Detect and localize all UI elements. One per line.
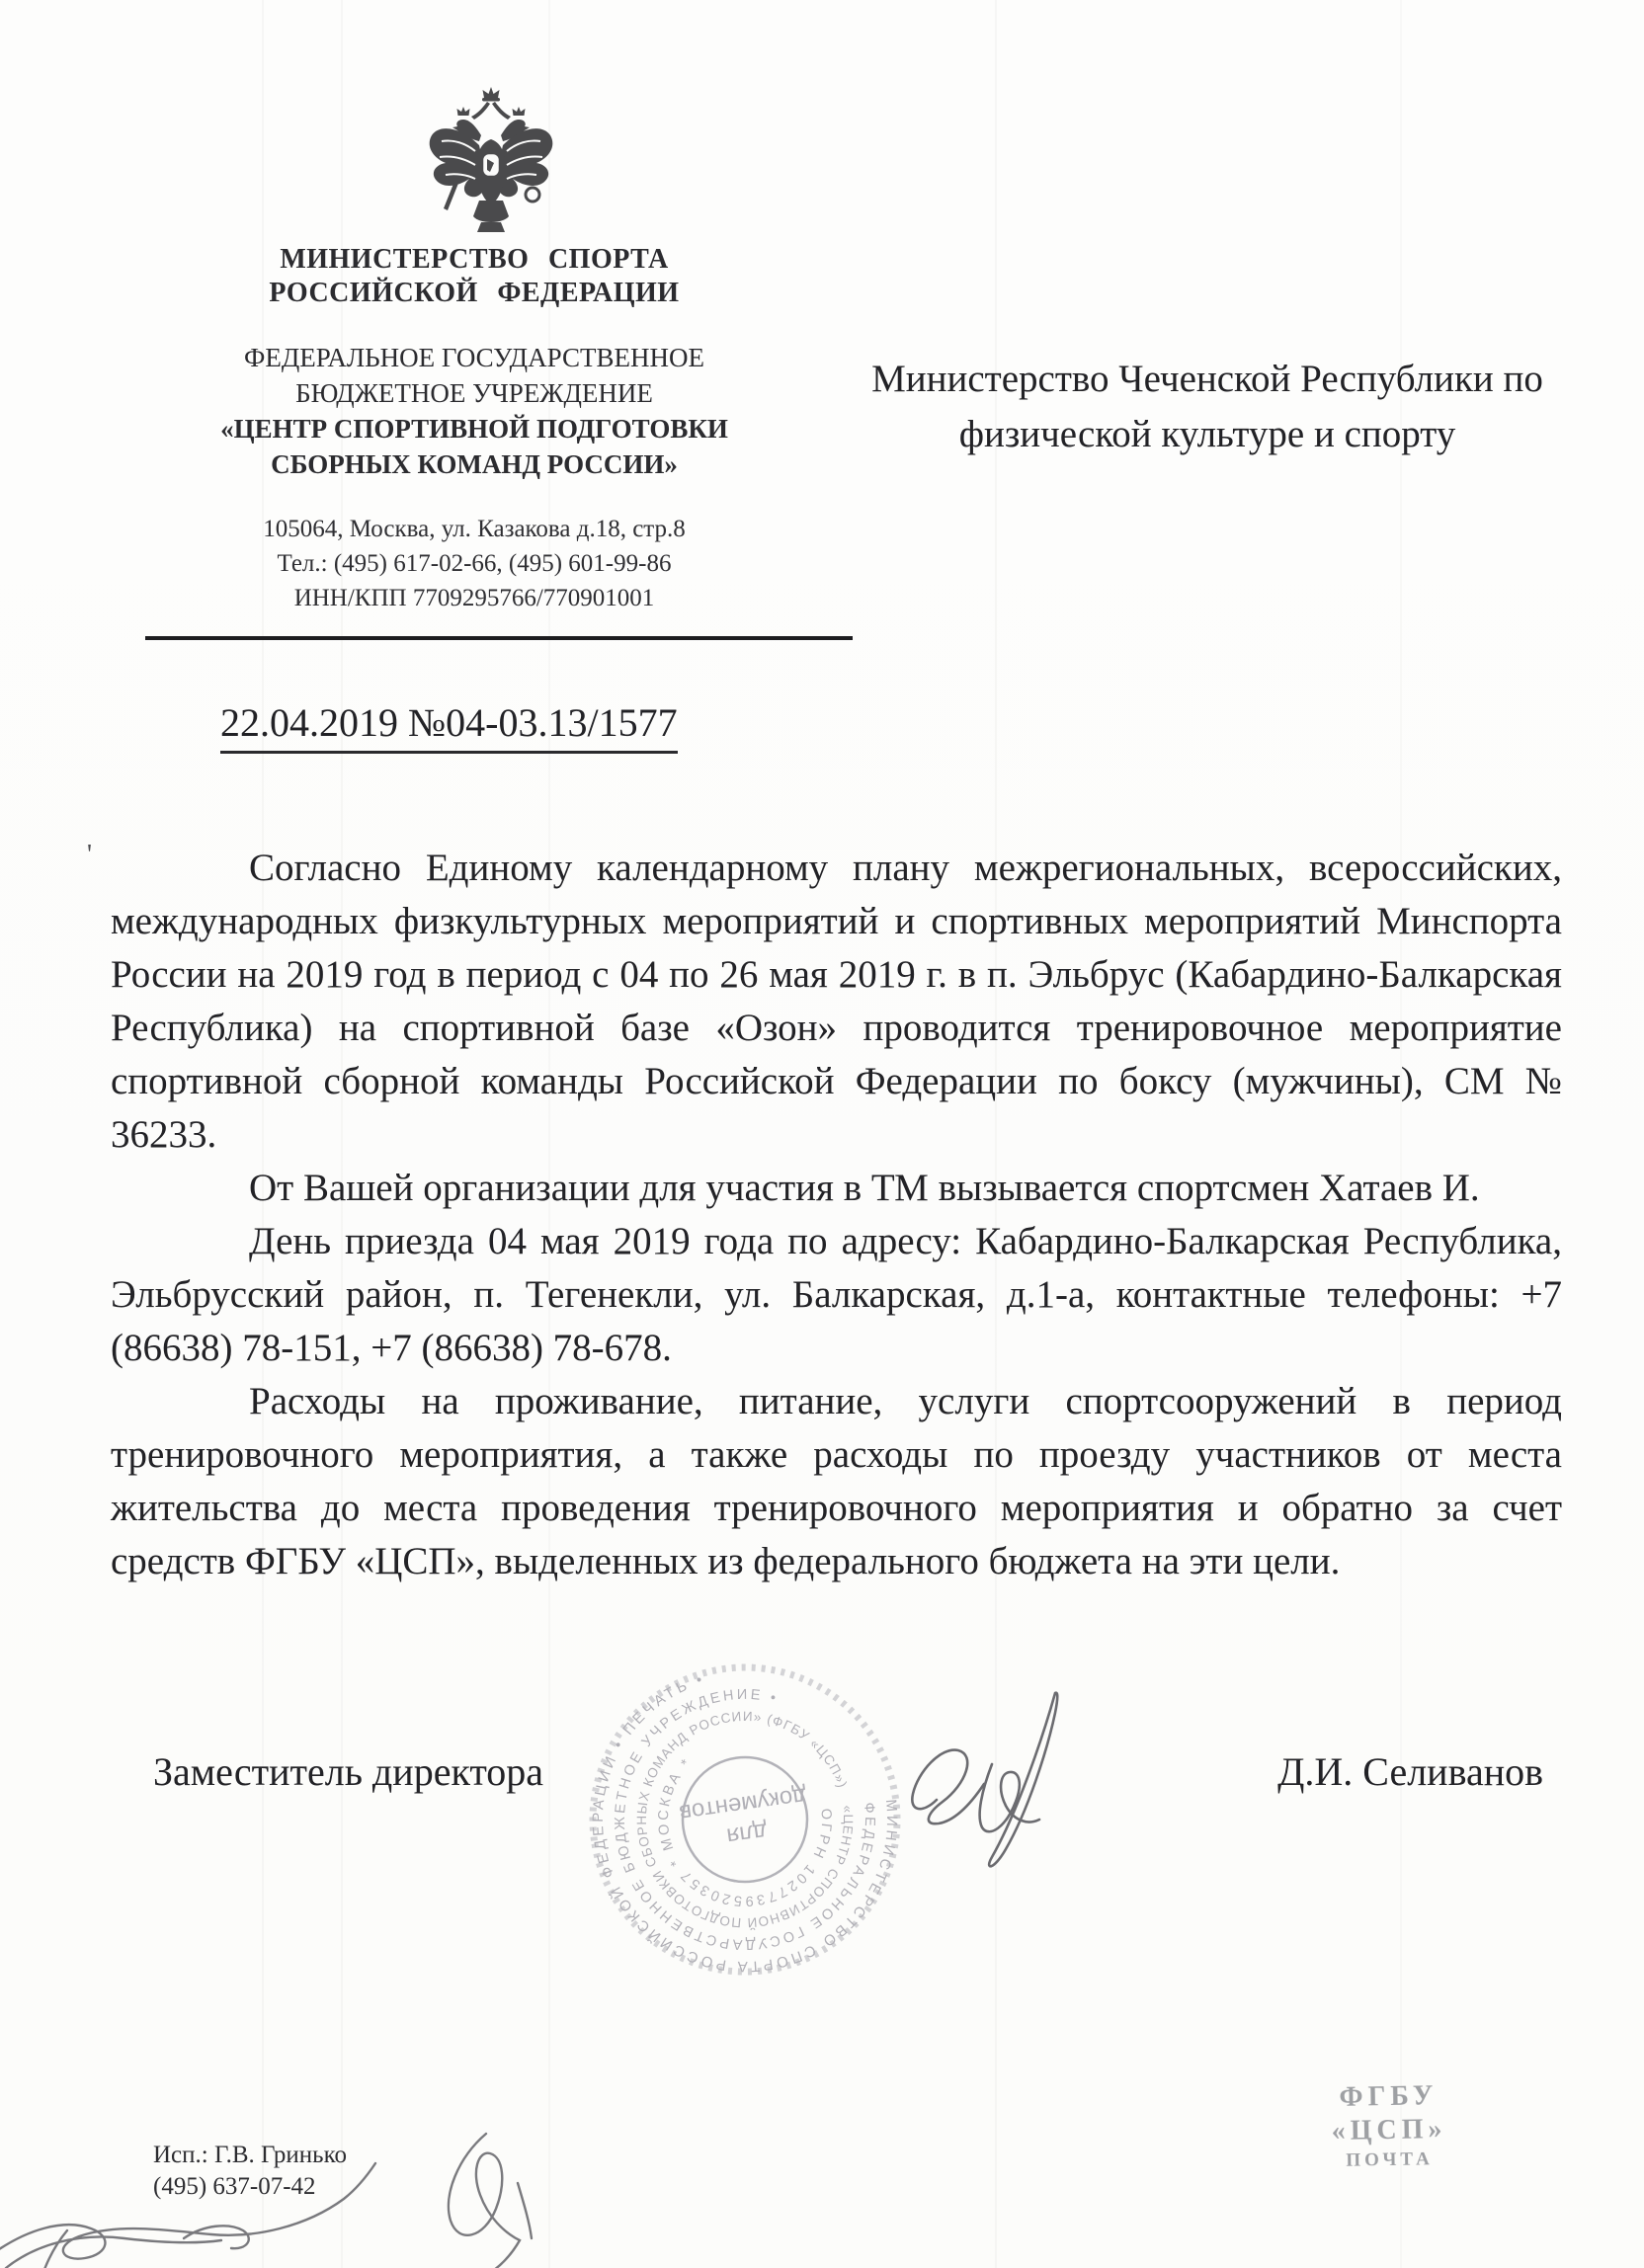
mail-stamp-label: ПОЧТА [1346,2148,1434,2171]
recipient-block [850,352,1565,462]
org-line2: БЮДЖЕТНОЕ УЧРЕЖДЕНИЕ [295,378,653,408]
official-round-stamp [588,1662,902,1977]
letterhead-divider [145,636,853,640]
organization-name [138,340,810,482]
director-signature-icon [912,1693,1057,1867]
executor-name: Исп.: Г.В. Гринько [153,2142,347,2168]
stamp-ring-center-name: «ЦЕНТР СПОРТИВНОЙ ПОДГОТОВКИ СБОРНЫХ КОМАНД РОССИИ» (ФГБУ «ЦСП») [633,1708,857,1931]
signature-title: Заместитель директора [153,1749,544,1794]
org-postal-address: 105064, Москва, ул. Казакова д.18, стр.8 [263,516,686,542]
paragraph-4: Расходы на проживание, питание, услуги спортсооружений в период тренировочного мероприятия, а также расходы по проезду участников от места жительства до места проведения тренировочного мероприятия и обратно за счет средств ФГБУ «ЦСП», выделенных из федерального бюджета на эти цели. [111,1380,1562,1582]
paragraph-1: Согласно Единому календарному плану межрегиональных, всероссийских, международных физкультурных мероприятий и спортивных мероприятий Минспорта России на 2019 год в период с 04 по 26 мая 2019 г. в п. Эльбрус (Кабардино-Балкарская Республика) на спортивной базе «Озон» проводится тренировочное мероприятие спортивной сборной команды Российской Федерации по боксу (мужчины), СМ № 36233. [111,847,1562,1156]
ministry-line1: МИНИСТЕРСТВО СПОРТА [280,244,669,275]
stamp-center-line1: для [724,1818,770,1850]
executor-info [153,2140,347,2203]
ministry-name [138,243,810,310]
reference-number: 22.04.2019 №04-03.13/1577 [220,699,678,754]
org-line3: «ЦЕНТР СПОРТИВНОЙ ПОДГОТОВКИ [220,414,728,444]
scan-artifact-mark: ' [87,840,93,870]
recipient-line1: Министерство Чеченской Республики по [871,358,1543,400]
paragraph-3: День приезда 04 мая 2019 года по адресу: Кабардино-Балкарская Республика, Эльбрусский район, п. Тегенекли, ул. Балкарская, д.1-а, контактные телефоны: +7 (86638) 78-151, +7 (86638) 78-678. [111,1220,1562,1369]
signatory-name: Д.И. Селиванов [1277,1749,1543,1794]
org-line4: СБОРНЫХ КОМАНД РОССИИ» [271,449,678,479]
ministry-line2: РОССИЙСКОЙ ФЕДЕРАЦИИ [269,278,680,308]
org-phone: Тел.: (495) 617-02-66, (495) 601-99-86 [277,550,672,577]
stamp-ring-org: ФЕДЕРАЛЬНОЕ ГОСУДАРСТВЕННОЕ БЮДЖЕТНОЕ УЧРЕЖДЕНИЕ • [612,1686,878,1953]
org-line1: ФЕДЕРАЛЬНОЕ ГОСУДАРСТВЕННОЕ [244,343,704,372]
executor-phone: (495) 637-07-42 [153,2173,316,2200]
recipient-line2: физической культуре и спорту [958,413,1456,455]
stamp-ring-ogrn: ОГРН 1027739520357 * МОСКВА * [655,1754,835,1909]
org-inn-kpp: ИНН/КПП 7709295766/770901001 [293,585,655,611]
organization-contacts [138,512,810,615]
paragraph-2: От Вашей организации для участия в ТМ вызывается спортсмен Хатаев И. [249,1167,1480,1209]
bottom-scribble-icon [449,2134,532,2268]
mail-stamp [1279,2078,1499,2175]
letter-body [111,842,1562,1588]
russian-coat-of-arms-icon [422,83,560,249]
stamp-center-line2: документов [677,1782,808,1827]
stamp-ring-ministry: МИНИСТЕРСТВО СПОРТА РОССИЙСКОЙ ФЕДЕРАЦИИ • ПЕЧАТЬ • [589,1669,901,1976]
mail-stamp-org: ФГБУ «ЦСП» [1331,2080,1447,2147]
